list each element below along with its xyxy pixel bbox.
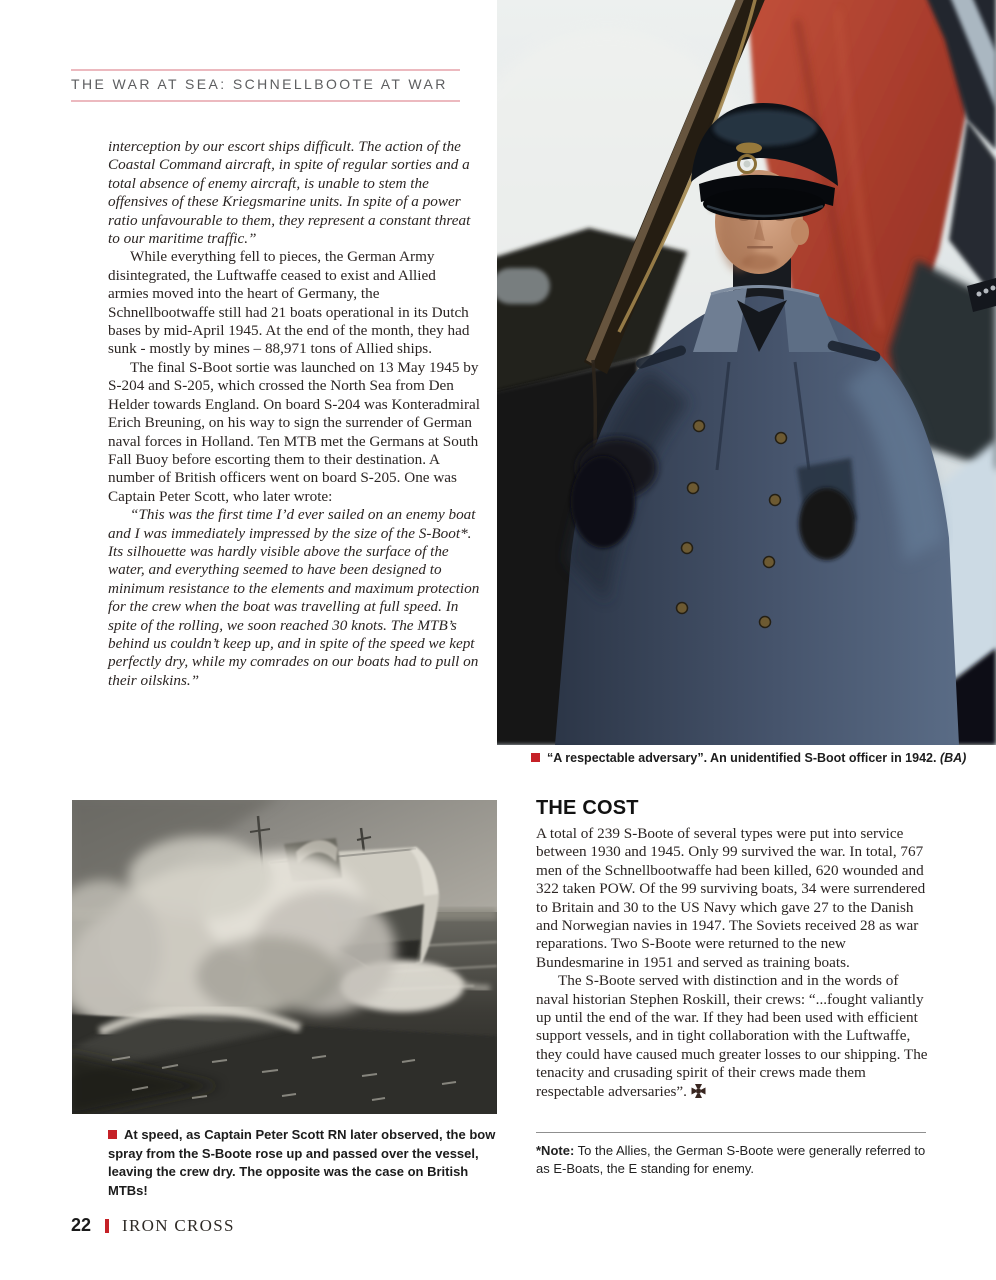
section-header: THE WAR AT SEA: SCHNELLBOOTE AT WAR <box>71 76 448 92</box>
magazine-title: IRON CROSS <box>122 1215 235 1235</box>
officer-photo <box>497 0 996 745</box>
section-subheading: THE COST <box>536 797 639 819</box>
boat-caption-text: At speed, as Captain Peter Scott RN later observed, the bow spray from the S-Boote rose up and passed over the vessel, leaving the crew dry. The opposite was the case on British MTBs! <box>108 1127 496 1198</box>
boat-photo-caption <box>108 1126 500 1200</box>
red-square-bullet-icon <box>108 1130 117 1139</box>
article-paragraph: While everything fell to pieces, the German Army disintegrated, the Luftwaffe ceased to exist and Allied armies moved into the heart of Germany, the Schnellbootwaffe still had 21 boats operational in its Dutch bases by mid-April 1945. At the end of the month, they had sunk - mostly by mines – 88,971 tons of Allied ships. <box>108 248 470 358</box>
red-square-bullet-icon <box>531 753 540 762</box>
officer-caption-text: “A respectable adversary”. An unidentified S-Boot officer in 1942. <box>547 751 937 765</box>
article-paragraph: A total of 239 S-Boote of several types were put into service between 1930 and 1945. Only 99 survived the war. In total, 767 men of the Schnellbootwaffe had been killed, 620 wounded and 322 taken POW. Of the 99 surviving boats, 34 were surrendered to Britain and 30 to the US Navy which gave 27 to the Danish and Norwegian navies in 1947. The Soviets received 28 as war reparations. Two S-Boote were returned to the new Bundesmarine in 1951 and served as training boats. <box>536 825 926 971</box>
header-rule-bottom <box>71 100 460 102</box>
footnote-text: To the Allies, the German S-Boote were generally referred to as E-Boats, the E standing for enemy. <box>536 1143 926 1176</box>
article-paragraph <box>536 972 932 1101</box>
boat-photo <box>72 800 497 1114</box>
article-left-column <box>108 138 480 690</box>
header-rule-top <box>71 69 460 71</box>
footnote <box>536 1132 926 1178</box>
page-number: 22 <box>71 1215 92 1235</box>
officer-caption-credit: (BA) <box>939 751 967 765</box>
article-right-column <box>536 797 932 1101</box>
red-bar-icon <box>105 1219 109 1233</box>
article-paragraph: The final S-Boot sortie was launched on 13 May 1945 by S-204 and S-205, which crossed the North Sea from Den Helder towards England. On board S-204 was Konteradmiral Erich Breuning, on his way to sign the surrender of German naval forces in Holland. Ten MTB met the Germans at South Fall Buoy before escorting them to their destination. A number of British officers went on board S-205. One was Captain Peter Scott, who later wrote: <box>108 358 480 505</box>
article-paragraph-text: The S-Boote served with distinction and in the words of naval historian Stephen Roskill, their crews: “...fought valiantly up until the end of the war. If they had been used with efficient support vessels, and in tight collaboration with the Luftwaffe, they could have caused much greater losses to our shipping. The tenacity and crusading spirit of their crews made them respectable adversaries”. <box>536 972 928 1100</box>
article-quote-paragraph: “This was the first time I’d ever sailed on an enemy boat and I was immediately impressed by the size of the S-Boot*. Its silhouette was hardly visible above the surface of the water, and everything seemed to have been designed to minimum resistance to the elements and maximum protection for the crew when the boat was travelling at full speed. In spite of the rolling, we soon reached 30 knots. The MTB’s behind us couldn’t keep up, and in spite of the speed we kept perfectly dry, while my comrades on our boats had to pull on their oilskins.” <box>108 506 480 689</box>
page-footer <box>71 1215 235 1236</box>
footnote-label: *Note: <box>536 1143 575 1158</box>
officer-photo-caption <box>531 749 991 768</box>
officer-photo-image <box>497 0 996 745</box>
iron-cross-icon <box>691 1084 706 1098</box>
article-paragraph: interception by our escort ships difficult. The action of the Coastal Command aircraft, in spite of regular sorties and a total absence of enemy aircraft, is unable to stem the offensives of these Kriegsmarine units. In spite of a power ratio unfavourable to them, they represent a constant threat to our maritime traffic.” <box>108 138 471 248</box>
boat-photo-image <box>72 800 497 1114</box>
